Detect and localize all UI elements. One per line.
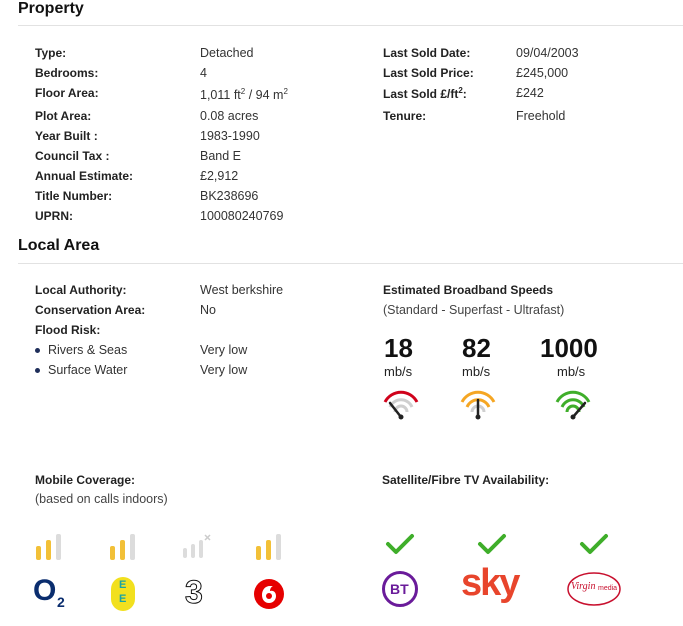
floor-area-value: 1,011 $ft^2 / 94$ $m^2$ [200,86,288,102]
standard-speed-value: 18 [384,333,413,363]
ee-signal-bars-icon [108,534,142,562]
title-number-value: BK238696 [200,189,259,203]
property-title: Property [18,0,84,17]
bt-available-check-icon [385,532,415,556]
ultrafast-speed-gauge-icon [554,390,592,422]
local-authority-value: West berkshire [200,283,284,297]
ee-logo [111,577,135,611]
rivers-seas-value: Very low [200,343,248,357]
virgin-media-logo-text-2: media [598,585,618,592]
last-sold-date-label: Last Sold Date: [383,46,471,60]
mobile-coverage-title: Mobile Coverage: [35,473,136,487]
superfast-speed-gauge-icon [459,390,497,422]
local-area-divider [18,263,683,264]
virgin-media-available-check-icon [579,532,609,556]
ultrafast-speed-value: 1000 [540,333,598,363]
local-authority-label: Local Authority: [35,283,127,297]
surface-water-value: Very low [200,363,248,377]
tenure-value: Freehold [516,109,566,123]
flood-risk-label: Flood Risk: [35,323,101,337]
sky-logo [461,562,525,608]
year-built-label: Year Built : [35,129,98,143]
mobile-coverage-subtitle: (based on calls indoors) [35,492,168,506]
type-value: Detached [200,46,254,60]
uprn-label: UPRN: [35,209,73,223]
standard-speed-unit: mb/s [384,364,413,379]
vodafone-logo [253,578,285,610]
ee-logo-text: E [119,579,127,591]
bt-logo-text: BT [390,581,409,597]
bedrooms-label: Bedrooms: [35,66,99,80]
virgin-media-logo [565,568,623,608]
conservation-area-label: Conservation Area: [35,303,146,317]
tenure-label: Tenure: [383,109,427,123]
three-logo [184,574,212,610]
superfast-speed-unit: mb/s [462,364,491,379]
three-signal-bars-icon [181,534,215,562]
three-logo-text: 3 [185,574,203,610]
last-sold-per-ft-label: Last Sold $£/ft^2$: [383,86,467,101]
property-divider [18,25,683,26]
last-sold-date-value: 09/04/2003 [516,46,579,60]
vodafone-signal-bars-icon [254,534,288,562]
sky-logo-text: sky [461,562,519,604]
o2-logo-subscript: 2 [57,594,65,610]
bullet-icon [35,368,40,373]
plot-area-value: 0.08 acres [200,109,259,123]
bedrooms-value: 4 [200,66,207,80]
bt-logo [382,571,418,607]
ultrafast-speed-unit: mb/s [557,364,586,379]
virgin-media-logo-text: Virgin [571,581,596,592]
conservation-area-value: No [200,303,216,317]
type-label: Type: [35,46,67,60]
tv-availability-title: Satellite/Fibre TV Availability: [382,473,550,487]
sky-available-check-icon [477,532,507,556]
ee-logo-text-2: E [119,593,127,605]
o2-logo-text: O [33,574,57,607]
o2-signal-bars-icon [34,534,68,562]
last-sold-price-label: Last Sold Price: [383,66,474,80]
last-sold-price-value: £245,000 [516,66,569,80]
bullet-icon [35,348,40,353]
surface-water-label: Surface Water [48,363,128,377]
local-area-title: Local Area [18,237,100,254]
broadband-title: Estimated Broadband Speeds [383,283,554,297]
floor-area-label: Floor Area: [35,86,99,100]
annual-estimate-value: £2,912 [200,169,239,183]
council-tax-value: Band E [200,149,242,163]
year-built-value: 1983-1990 [200,129,260,143]
annual-estimate-label: Annual Estimate: [35,169,134,183]
o2-logo [33,576,69,612]
broadband-subtitle: (Standard - Superfast - Ultrafast) [383,303,565,317]
standard-speed-gauge-icon [382,390,420,422]
superfast-speed-value: 82 [462,333,491,363]
council-tax-label: Council Tax : [35,149,110,163]
uprn-value: 100080240769 [200,209,284,223]
plot-area-label: Plot Area: [35,109,92,123]
rivers-seas-label: Rivers & Seas [48,343,128,357]
title-number-label: Title Number: [35,189,113,203]
last-sold-per-ft-value: £242 [516,86,544,100]
